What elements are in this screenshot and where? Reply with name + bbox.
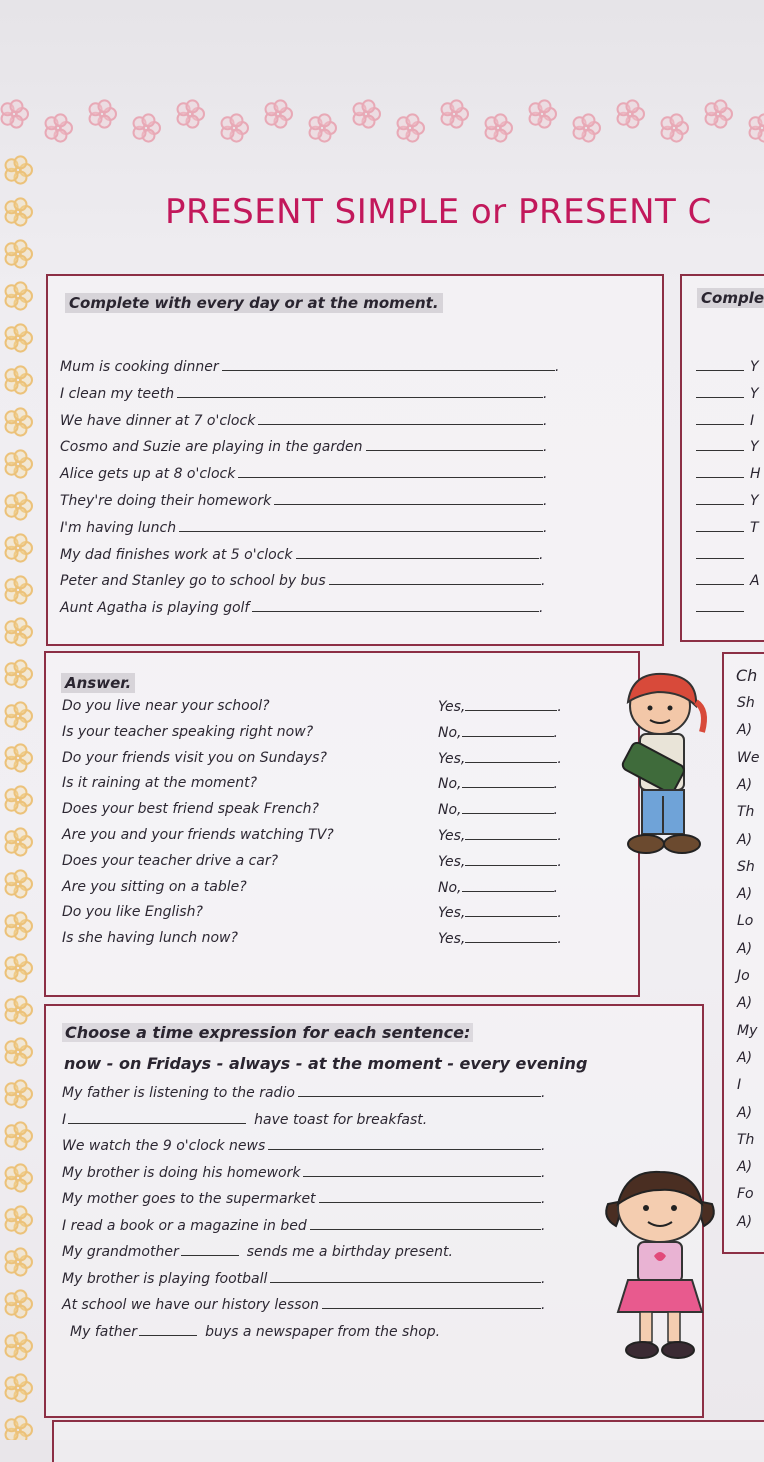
answer-blank[interactable] xyxy=(696,519,744,532)
period: . xyxy=(555,359,560,375)
answer-blank[interactable] xyxy=(258,412,543,425)
right-exercise-line: Fo xyxy=(737,1186,754,1203)
sentence-start: H xyxy=(750,466,761,483)
right-exercise-line: Lo xyxy=(737,913,754,930)
sentence-start: Y xyxy=(750,385,759,402)
answer-blank[interactable] xyxy=(298,1084,541,1097)
exercise-1-item xyxy=(60,438,547,455)
period: . xyxy=(543,519,548,536)
sentence-start: My father is listening to the radio xyxy=(62,1085,295,1101)
question-text: Are you and your friends watching TV? xyxy=(62,827,334,843)
answer-blank[interactable] xyxy=(696,599,744,612)
period: . xyxy=(553,724,558,741)
sentence-start: My father xyxy=(70,1323,138,1340)
period: . xyxy=(557,853,562,870)
period: . xyxy=(541,1164,546,1181)
period: . xyxy=(543,439,548,456)
flower-border-left xyxy=(0,150,44,1440)
period: . xyxy=(557,931,562,948)
answer-blank[interactable] xyxy=(238,465,543,478)
answer-blank[interactable] xyxy=(696,385,744,398)
answer-blank[interactable] xyxy=(303,1164,541,1177)
answer-blank[interactable] xyxy=(68,1111,246,1124)
answer-blank[interactable] xyxy=(696,572,744,585)
period: . xyxy=(557,905,562,922)
short-answer xyxy=(438,698,562,715)
exercise-3-item xyxy=(62,1111,427,1128)
girl-illustration xyxy=(598,1168,722,1366)
sentence-start: At school we have our history lesson xyxy=(62,1297,319,1313)
question-text: Is she having lunch now? xyxy=(62,930,238,947)
exercise-3-item xyxy=(62,1243,453,1260)
sentence-start: We watch the 9 o'clock news xyxy=(62,1138,266,1154)
right-exercise-line: A) xyxy=(737,995,753,1012)
right-exercise-line: Sh xyxy=(737,858,755,875)
right-exercise-item xyxy=(696,572,760,589)
exercise-1-box xyxy=(46,274,664,646)
answer-prefix: Yes, xyxy=(438,853,466,870)
right-exercise-item xyxy=(696,412,754,429)
exercise-1-item xyxy=(60,599,543,616)
exercise-1-item xyxy=(60,465,547,482)
time-expressions-list: now - on Fridays - always - at the moment - every evening xyxy=(64,1054,588,1073)
exercise-1-sentence: Aunt Agatha is playing golf xyxy=(60,600,250,617)
exercise-1-instruction: Complete with every day or at the moment. xyxy=(65,293,443,313)
answer-prefix: Yes, xyxy=(438,905,466,922)
exercise-1-sentence: Alice gets up at 8 o'clock xyxy=(60,466,236,483)
exercise-1-item xyxy=(60,412,547,429)
short-answer xyxy=(438,853,562,870)
period: . xyxy=(539,600,544,617)
answer-blank[interactable] xyxy=(310,1217,541,1230)
answer-prefix: Yes, xyxy=(438,750,466,767)
right-exercise-line: Th xyxy=(737,1131,755,1148)
sentence-start: T xyxy=(750,519,759,536)
exercise-2-instruction: Answer. xyxy=(61,673,135,693)
period: . xyxy=(553,776,558,793)
answer-blank[interactable] xyxy=(322,1296,541,1309)
answer-blank[interactable] xyxy=(270,1270,541,1283)
answer-prefix: No, xyxy=(438,776,462,793)
answer-blank[interactable] xyxy=(139,1323,197,1336)
exercise-3-instruction: Choose a time expression for each sentence: xyxy=(62,1023,473,1042)
right-exercise-line: Th xyxy=(737,804,755,821)
question-text: Are you sitting on a table? xyxy=(62,878,247,895)
exercise-3-item xyxy=(62,1164,545,1181)
answer-prefix: No, xyxy=(438,879,462,896)
right-exercise-line: A) xyxy=(737,831,753,848)
question-text: Does your teacher drive a car? xyxy=(62,852,279,869)
period: . xyxy=(543,493,548,509)
period: . xyxy=(553,802,558,819)
sentence-start: My grandmother xyxy=(62,1244,179,1260)
exercise-1-sentence: We have dinner at 7 o'clock xyxy=(60,412,256,429)
worksheet-title: PRESENT SIMPLE or PRESENT C xyxy=(165,192,712,232)
sentence-start: I xyxy=(750,412,755,429)
answer-blank[interactable] xyxy=(465,853,557,866)
short-answer xyxy=(438,801,558,818)
sentence-start: My brother is doing his homework xyxy=(62,1164,301,1181)
answer-blank[interactable] xyxy=(462,724,554,737)
period: . xyxy=(541,573,546,590)
boy-illustration xyxy=(612,668,714,864)
answer-prefix: No, xyxy=(438,802,462,819)
flower-border-top xyxy=(0,84,764,154)
period: . xyxy=(541,1270,546,1287)
period: . xyxy=(543,412,548,429)
short-answer xyxy=(438,904,562,921)
period: . xyxy=(539,546,544,563)
exercise-3-item xyxy=(62,1270,545,1287)
right-exercise-line: We xyxy=(737,749,760,766)
right-exercise-line: A) xyxy=(737,1049,753,1066)
answer-blank[interactable] xyxy=(222,358,555,371)
exercise-1-item xyxy=(60,492,547,509)
answer-blank[interactable] xyxy=(274,492,543,505)
period: . xyxy=(541,1217,546,1234)
answer-blank[interactable] xyxy=(462,775,554,788)
answer-blank[interactable] xyxy=(462,879,554,892)
period: . xyxy=(543,466,548,483)
period: . xyxy=(543,385,548,402)
sentence-end: sends me a birthday present. xyxy=(246,1244,453,1260)
short-answer xyxy=(438,724,558,741)
answer-blank[interactable] xyxy=(366,438,543,451)
sentence-start: I xyxy=(62,1111,67,1128)
right-exercise-line: A) xyxy=(737,940,753,957)
right-exercise-item xyxy=(696,385,759,402)
period: . xyxy=(541,1191,546,1207)
question-text: Does your best friend speak French? xyxy=(62,801,319,818)
answer-blank[interactable] xyxy=(329,572,541,585)
exercise-right-top-instruction: Comple xyxy=(697,288,764,308)
answer-blank[interactable] xyxy=(177,385,543,398)
question-text: Is it raining at the moment? xyxy=(62,775,258,792)
right-exercise-line: Sh xyxy=(737,695,755,711)
exercise-1-sentence: My dad finishes work at 5 o'clock xyxy=(60,546,293,563)
answer-blank[interactable] xyxy=(252,599,539,612)
exercise-right-middle-box xyxy=(722,652,764,1254)
exercise-1-sentence: Peter and Stanley go to school by bus xyxy=(60,573,326,590)
exercise-3-item xyxy=(62,1137,545,1154)
answer-blank[interactable] xyxy=(462,801,554,814)
right-exercise-item xyxy=(696,519,759,536)
period: . xyxy=(557,750,562,767)
short-answer xyxy=(438,930,562,947)
question-text: Is your teacher speaking right now? xyxy=(62,723,314,740)
period: . xyxy=(553,879,558,896)
right-exercise-item xyxy=(696,546,750,563)
answer-blank[interactable] xyxy=(696,546,744,559)
answer-prefix: Yes, xyxy=(438,699,466,715)
answer-blank[interactable] xyxy=(181,1243,239,1256)
exercise-1-item xyxy=(60,385,547,402)
exercise-1-sentence: Cosmo and Suzie are playing in the garden xyxy=(60,439,363,456)
right-exercise-item xyxy=(696,599,750,616)
answer-blank[interactable] xyxy=(179,519,543,532)
exercise-3-item xyxy=(70,1323,440,1340)
exercise-3-item xyxy=(62,1190,545,1207)
sentence-start: A xyxy=(750,573,760,590)
right-exercise-line: A) xyxy=(737,1104,753,1121)
exercise-1-sentence: I'm having lunch xyxy=(60,519,177,536)
period: . xyxy=(557,699,562,715)
sentence-start: My brother is playing football xyxy=(62,1270,268,1287)
exercise-3-item xyxy=(62,1217,545,1234)
right-exercise-line: A) xyxy=(737,776,753,793)
short-answer xyxy=(438,879,558,896)
answer-blank[interactable] xyxy=(465,698,557,711)
right-exercise-line: A) xyxy=(737,1159,753,1176)
right-exercise-line: A) xyxy=(737,722,753,739)
answer-blank[interactable] xyxy=(696,465,744,478)
exercise-1-item xyxy=(60,519,547,536)
sentence-start: Y xyxy=(750,359,759,375)
answer-blank[interactable] xyxy=(465,904,557,917)
exercise-3-item xyxy=(62,1084,545,1101)
right-exercise-item xyxy=(696,465,761,482)
exercise-right-top-box xyxy=(680,274,764,642)
question-text: Do you like English? xyxy=(62,904,203,921)
short-answer xyxy=(438,775,558,792)
right-exercise-line: A) xyxy=(737,1213,753,1230)
answer-blank[interactable] xyxy=(296,546,539,559)
answer-blank[interactable] xyxy=(696,358,744,371)
period: . xyxy=(541,1085,546,1101)
answer-blank[interactable] xyxy=(465,930,557,943)
sentence-start: I read a book or a magazine in bed xyxy=(62,1217,307,1234)
exercise-1-sentence: They're doing their homework xyxy=(60,493,272,509)
right-exercise-item xyxy=(696,492,759,509)
answer-prefix: Yes, xyxy=(438,931,466,948)
period: . xyxy=(541,1297,546,1313)
exercise-right-middle-header: Ch xyxy=(736,666,758,685)
exercise-1-item xyxy=(60,572,545,589)
sentence-start: Y xyxy=(750,493,759,509)
exercise-1-item xyxy=(60,546,543,563)
right-exercise-line: Jo xyxy=(737,968,750,984)
right-exercise-line: I xyxy=(737,1077,742,1094)
answer-blank[interactable] xyxy=(696,438,744,451)
right-exercise-line: A) xyxy=(737,886,753,903)
sentence-start: My mother goes to the supermarket xyxy=(62,1191,316,1207)
exercise-1-sentence: I clean my teeth xyxy=(60,385,175,402)
right-exercise-item xyxy=(696,358,759,375)
question-text: Do your friends visit you on Sundays? xyxy=(62,749,327,766)
answer-blank[interactable] xyxy=(268,1137,541,1150)
sentence-end: have toast for breakfast. xyxy=(254,1111,428,1128)
answer-blank[interactable] xyxy=(465,827,557,840)
exercise-1-sentence: Mum is cooking dinner xyxy=(60,359,219,375)
short-answer xyxy=(438,750,562,767)
answer-blank[interactable] xyxy=(696,492,744,505)
answer-prefix: Yes, xyxy=(438,828,466,844)
right-exercise-item xyxy=(696,438,759,455)
sentence-start: Y xyxy=(750,439,759,456)
short-answer xyxy=(438,827,562,844)
answer-blank[interactable] xyxy=(465,750,557,763)
answer-prefix: No, xyxy=(438,724,462,741)
exercise-1-item xyxy=(60,358,559,375)
exercise-3-item xyxy=(62,1296,545,1313)
answer-blank[interactable] xyxy=(319,1190,541,1203)
question-text: Do you live near your school? xyxy=(62,698,270,714)
period: . xyxy=(541,1138,546,1154)
answer-blank[interactable] xyxy=(696,412,744,425)
exercise-2-box xyxy=(44,651,640,997)
right-exercise-line: My xyxy=(737,1022,758,1039)
period: . xyxy=(557,828,562,844)
sentence-end: buys a newspaper from the shop. xyxy=(205,1323,441,1340)
next-exercise-box-edge xyxy=(52,1420,764,1462)
